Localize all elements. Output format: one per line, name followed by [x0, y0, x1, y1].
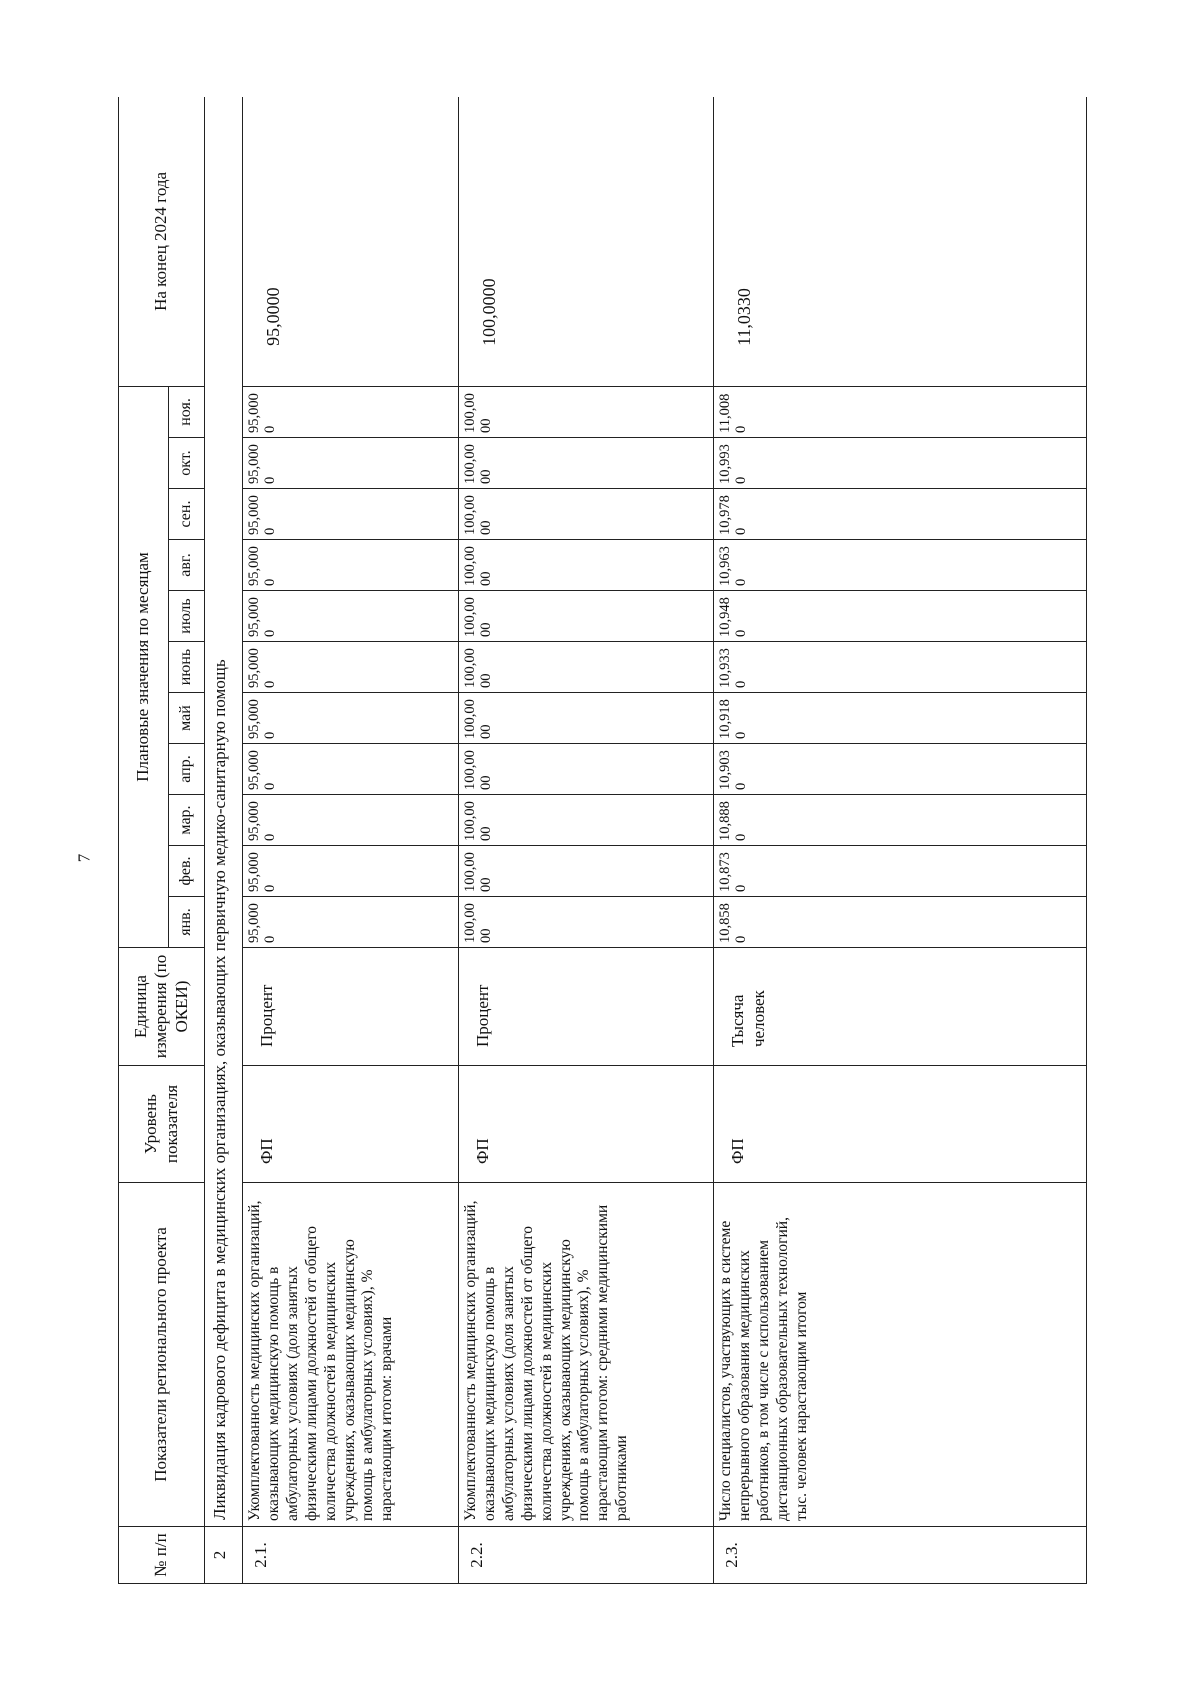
row-month-value: 95,0000 [243, 846, 459, 897]
row-month-value: 10,9930 [714, 438, 1087, 489]
row-num: 2.1. [243, 1527, 459, 1584]
row-month-value: 10,9180 [714, 693, 1087, 744]
header-plan: Плановые значения по месяцам [119, 386, 169, 947]
section-num: 2 [205, 1527, 243, 1584]
table-row [459, 97, 714, 1584]
header-month: мар. [169, 795, 205, 846]
row-month-value: 10,9780 [714, 489, 1087, 540]
table-row [243, 97, 459, 1584]
row-level: ФП [714, 1066, 1087, 1183]
row-month-value: 100,0000 [459, 846, 714, 897]
row-month-value: 100,0000 [459, 540, 714, 591]
header-month: апр. [169, 744, 205, 795]
row-month-value: 100,0000 [459, 795, 714, 846]
row-level: ФП [459, 1066, 714, 1183]
header-month: авг. [169, 540, 205, 591]
row-month-value: 10,8730 [714, 846, 1087, 897]
row-month-value: 10,9630 [714, 540, 1087, 591]
row-unit: Процент [459, 948, 714, 1066]
row-month-value: 95,0000 [243, 693, 459, 744]
header-month: июль [169, 591, 205, 642]
row-num: 2.3. [714, 1527, 1087, 1584]
row-month-value: 10,8880 [714, 795, 1087, 846]
row-month-value: 10,8580 [714, 897, 1087, 948]
header-num: № п/п [119, 1527, 205, 1584]
header-month: май [169, 693, 205, 744]
page-number: 7 [74, 853, 94, 863]
row-level: ФП [243, 1066, 459, 1183]
row-month-value: 95,0000 [243, 744, 459, 795]
row-final-value: 95,0000 [243, 97, 459, 386]
header-month: сен. [169, 489, 205, 540]
row-month-value: 100,0000 [459, 642, 714, 693]
row-month-value: 95,0000 [243, 591, 459, 642]
header-unit: Единица измерения (по ОКЕИ) [119, 948, 205, 1066]
row-month-value: 100,0000 [459, 386, 714, 437]
row-indicator-name: Укомплектованность медицинских организаций, оказывающих медицинскую помощь в амбулаторных условиях (доля занятых физическими лицами должностей от общего количества должностей в медицинских учреждениях, оказывающих медицинскую помощь в амбулаторных условиях), % нарастающим итогом: врачами [243, 1183, 459, 1527]
row-month-value: 100,0000 [459, 693, 714, 744]
row-final-value: 11,0330 [714, 97, 1087, 386]
header-month: фев. [169, 846, 205, 897]
header-level: Уровень показателя [119, 1066, 205, 1183]
row-month-value: 95,0000 [243, 386, 459, 437]
rotated-table-container [118, 97, 1112, 1584]
section-title: Ликвидация кадрового дефицита в медицинских организациях, оказывающих первичную медико-санитарную помощь [205, 97, 243, 1527]
row-month-value: 100,0000 [459, 744, 714, 795]
rotated-page-area [118, 97, 1112, 1584]
row-month-value: 95,0000 [243, 438, 459, 489]
row-month-value: 100,0000 [459, 438, 714, 489]
row-month-value: 10,9330 [714, 642, 1087, 693]
row-month-value: 100,0000 [459, 489, 714, 540]
row-indicator-name: Укомплектованность медицинских организаций, оказывающих медицинскую помощь в амбулаторных условиях (доля занятых физическими лицами должностей от общего количества должностей в медицинских учреждениях, оказывающих медицинскую помощь в амбулаторных условиях), % нарастающим итогом: средними медицинскими работниками [459, 1183, 714, 1527]
row-month-value: 95,0000 [243, 489, 459, 540]
table-row [714, 97, 1087, 1584]
row-month-value: 100,0000 [459, 897, 714, 948]
indicators-table [118, 97, 1087, 1584]
row-month-value: 100,0000 [459, 591, 714, 642]
row-unit: Тысяча человек [714, 948, 1087, 1066]
row-unit: Процент [243, 948, 459, 1066]
row-month-value: 10,9480 [714, 591, 1087, 642]
row-indicator-name: Число специалистов, участвующих в системе непрерывного образования медицинских работников, в том числе с использованием дистанционных образовательных технологий, тыс. человек нарастающим итогом [714, 1183, 1087, 1527]
section-row [205, 97, 243, 1584]
row-month-value: 95,0000 [243, 642, 459, 693]
row-month-value: 95,0000 [243, 795, 459, 846]
row-month-value: 10,9030 [714, 744, 1087, 795]
row-month-value: 95,0000 [243, 540, 459, 591]
header-month: окт. [169, 438, 205, 489]
header-month: ноя. [169, 386, 205, 437]
header-month: янв. [169, 897, 205, 948]
row-final-value: 100,0000 [459, 97, 714, 386]
row-month-value: 95,0000 [243, 897, 459, 948]
header-name: Показатели регионального проекта [119, 1183, 205, 1527]
row-num: 2.2. [459, 1527, 714, 1584]
header-final: На конец 2024 года [119, 97, 205, 386]
row-month-value: 11,0080 [714, 386, 1087, 437]
header-month: июнь [169, 642, 205, 693]
